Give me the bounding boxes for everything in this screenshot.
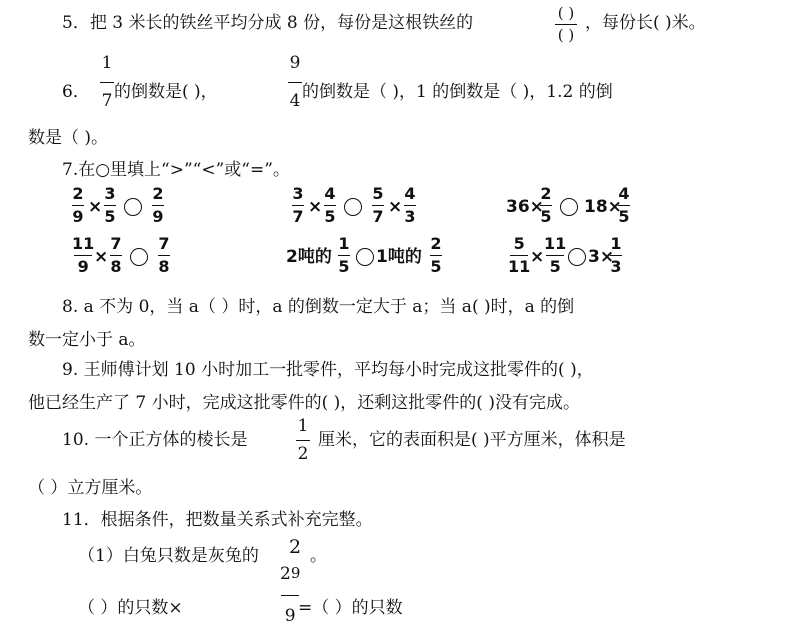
q7-i1-b-num: 3 [104,184,116,203]
q7-i4-r-num: 7 [158,234,170,253]
q11-eq-num: 29 [280,564,301,584]
q7-i1-a-den: 9 [72,207,84,226]
q7-i4-r-den: 8 [158,257,170,276]
q6-f2-num: 9 [289,53,301,73]
q11-title: 11．根据条件，把数量关系式补充完整。 [62,510,373,530]
q7-i5-r-den: 5 [430,257,442,276]
q5-text-a: 把 3 米长的铁丝平均分成 8 份，每份是这根铁丝的 [89,13,474,33]
q7-i3-r-den: 5 [618,207,630,226]
q10-frac-bar [296,440,310,441]
q6-number: 6． [62,82,90,102]
q7-i4-b-num: 7 [110,234,122,253]
q7-i2-r2-den: 3 [404,207,416,226]
q7-i5-pre: 2吨的 [286,247,332,267]
q5-fraction [555,6,577,43]
q7-i5-compare-circle[interactable] [356,248,374,266]
q7-i2-b-num: 4 [324,184,336,203]
q6-f1-bar [100,82,114,83]
q7-i3-a-num: 2 [540,184,552,203]
q7-i4-op: × [94,247,109,267]
q5-frac-bar [555,24,577,25]
q7-i6-mid: 3× [588,247,615,267]
q5-frac-den: ( ) [557,26,575,44]
q7-i3-a-den: 5 [540,207,552,226]
q5-text-b: ，每份长( )米。 [585,13,706,33]
q5-line [62,15,473,32]
q7-i1-b-den: 5 [104,207,116,226]
q10-line2: （ ）立方厘米。 [28,478,153,498]
q7-i6-op: × [530,247,545,267]
q11-sub1-text-b: 。 [310,546,327,566]
q7-i6-r-num: 1 [610,234,622,253]
q7-i2-r-num: 5 [372,184,384,203]
q7-i2-r-den: 7 [372,207,384,226]
q7-i6-r-den: 3 [610,257,622,276]
q7-i3-pre: 36× [506,197,544,217]
q7-i1-frac-r [152,186,164,225]
q7-i1-frac-a [72,186,84,225]
q8-line1: 8. a 不为 0，当 a（ ）时，a 的倒数一定大于 a；当 a( )时，a 的倒 [62,297,575,317]
q10-frac-num: 1 [297,416,309,436]
q7-i2-a-num: 3 [292,184,304,203]
q10-fraction [296,418,310,463]
q10-frac-den: 2 [297,444,309,464]
q6-f1-den: 7 [101,91,113,111]
q6-text-b: 的倒数是（ )，1 的倒数是（ )，1.2 的倒 [302,82,613,102]
q7-i1-r-den: 9 [152,207,164,226]
q7-i2-a-den: 7 [292,207,304,226]
q7-i2-r2-num: 4 [404,184,416,203]
q7-i1-r-bar [152,205,164,206]
q7-i6-b-den: 5 [549,257,561,276]
q11-eq-den: 9 [284,606,296,626]
q7-i4-a-num: 11 [72,234,95,253]
q7-i3-mid: 18× [584,197,622,217]
q7-i2-b-den: 5 [324,207,336,226]
q7-i4-b-den: 8 [110,257,122,276]
q11-eq-text-a: （ ）的只数× [78,598,183,618]
q11-sub1-num: 2 [289,536,302,558]
q7-i6-a-num: 5 [513,234,525,253]
q7-i5-r-num: 2 [430,234,442,253]
q7-i2-compare-circle[interactable] [344,198,362,216]
q7-i6-compare-circle[interactable] [568,248,586,266]
q10-text-a: 10. 一个正方体的棱长是 [62,430,248,450]
q7-i1-frac-b [104,186,116,225]
q7-i1-a-num: 2 [72,184,84,203]
q7-i1-op: × [88,197,103,217]
q7-i4-a-den: 9 [77,257,89,276]
q7-i6-b-num: 11 [544,234,567,253]
q6-line2: 数是（ )。 [28,128,109,148]
q7-i1-r-num: 2 [152,184,164,203]
q6-f2-den: 4 [289,91,301,111]
q11-eq-text-b: =（ ）的只数 [298,598,403,618]
q7-title: 7.在○里填上“>”“<”或“=”。 [62,160,290,180]
q11-sub1-text-a: （1）白兔只数是灰兔的 [78,546,259,566]
q6-fraction-1 [100,55,114,110]
q9-line2: 他已经生产了 7 小时，完成这批零件的( )，还剩这批零件的( )没有完成。 [28,393,580,413]
q6-f2-bar [288,82,302,83]
q5-frac-num: ( ) [557,4,575,22]
q6-text-a: 的倒数是( )， [114,82,218,102]
q10-text-b: 厘米，它的表面积是( )平方厘米，体积是 [318,430,626,450]
q7-i6-a-den: 11 [508,257,531,276]
q7-i1-a-bar [72,205,84,206]
q6-f1-num: 1 [101,53,113,73]
q8-line2: 数一定小于 a。 [28,330,146,350]
q7-i5-a-den: 5 [338,257,350,276]
q7-i1-b-bar [104,205,116,206]
q7-i2-r-op: × [388,197,403,217]
q5-number: 5． [62,13,90,33]
q11-eq-bar [281,595,299,596]
q7-i3-compare-circle[interactable] [560,198,578,216]
q7-i5-a-num: 1 [338,234,350,253]
q7-i3-r-num: 4 [618,184,630,203]
q9-line1: 9. 王师傅计划 10 小时加工一批零件，平均每小时完成这批零件的( )， [62,360,594,380]
q7-i1-compare-circle[interactable] [124,198,142,216]
q7-i4-compare-circle[interactable] [130,248,148,266]
q6-fraction-2 [288,55,302,110]
q7-i2-op: × [308,197,323,217]
q7-i5-mid: 1吨的 [376,247,422,267]
